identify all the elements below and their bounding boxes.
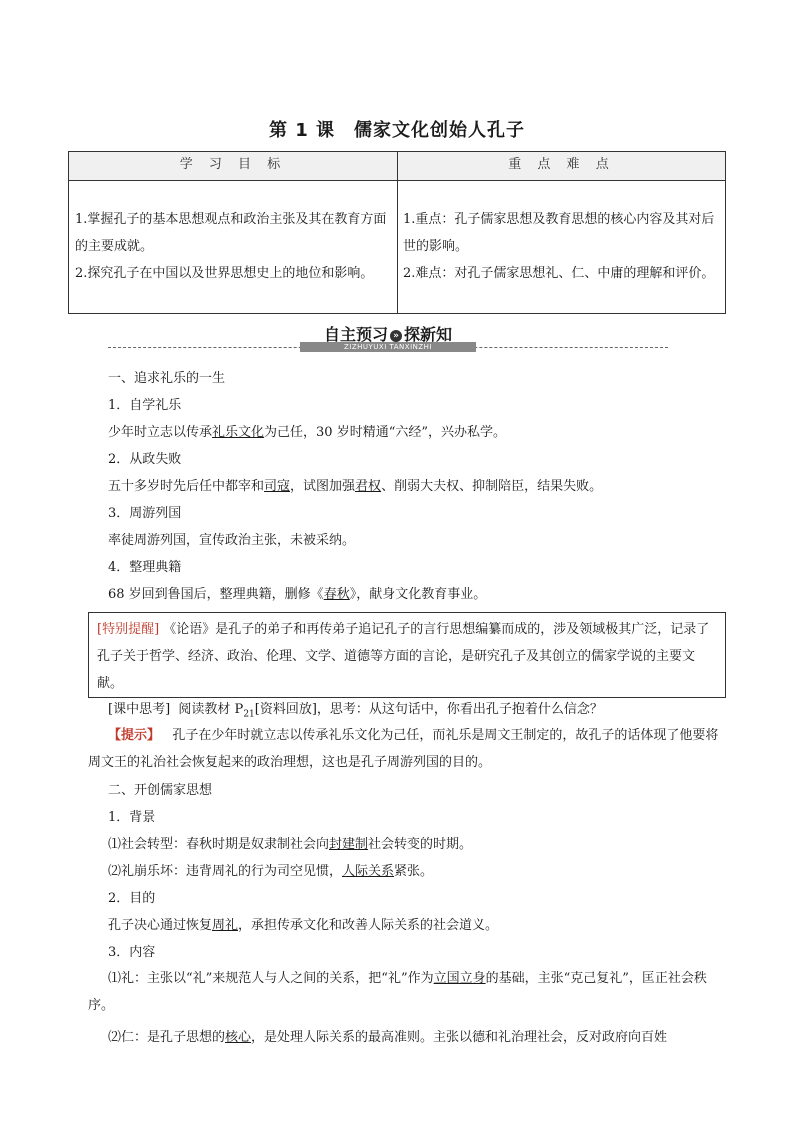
content-paragraph [88, 965, 726, 1019]
text: 少年时立志以传承 [108, 425, 213, 440]
hint-paragraph [88, 722, 726, 776]
reminder-label: [特别提醒] [97, 622, 160, 637]
text: [资料回放]，思考：从这句话中，你看出孔子抱着什么信念？ [254, 702, 603, 717]
underlined-term: 春秋 [323, 587, 350, 602]
section-heading: 一、追求礼乐的一生 [108, 371, 226, 386]
text: ，承担传承文化和改善人际关系的社会道义。 [238, 918, 499, 933]
underlined-term: 封建制 [329, 837, 369, 852]
item-heading: 3．内容 [108, 945, 156, 960]
goals-text: 1.掌握孔子的基本思想观点和政治主张及其在教育方面的主要成就。 2.探究孔子在中国以及世界思想史上的地位和影响。 [75, 212, 387, 281]
item-heading: 2．目的 [108, 891, 156, 906]
lesson-title: 第 1 课 儒家文化创始人孔子 [268, 120, 526, 141]
item-heading: 1．自学礼乐 [108, 398, 182, 413]
think-question [108, 700, 603, 725]
text: ⑵礼崩乐坏：违背周礼的行为司空见惯， [108, 864, 343, 879]
banner-part2: 探新知 [404, 325, 453, 344]
paragraph [108, 835, 472, 855]
text: 阅读教材 P [178, 702, 244, 717]
section-heading: 二、开创儒家思想 [108, 783, 213, 798]
goals-cell [75, 180, 393, 313]
paragraph: 率徒周游列国，宣传政治主张，未被采纳。 [108, 533, 356, 548]
banner-title [304, 322, 472, 345]
banner-pinyin: ZIZHUYUXI TANXINZHI [300, 342, 476, 352]
hint-label: 【提示】 [108, 728, 161, 743]
text: 的基础，主张“克己复礼”，匡正社会秩序。 [88, 971, 707, 1013]
underlined-term: 核心 [225, 1030, 252, 1045]
text: 紧张。 [394, 864, 434, 879]
paragraph [108, 477, 602, 497]
text: ⑴社会转型：春秋时期是奴隶制社会向 [108, 837, 330, 852]
paragraph [108, 916, 498, 936]
section-banner [108, 324, 668, 354]
underlined-term: 司寇 [264, 479, 291, 494]
text: ⑴礼：主张以“礼”来规范人与人之间的关系，把“礼”作为 [108, 971, 434, 986]
text: ⑵仁：是孔子思想的 [108, 1030, 226, 1045]
item-heading: 2．从政失败 [108, 452, 182, 467]
underlined-term: 周礼 [212, 918, 239, 933]
goals-header: 学 习 目 标 [69, 152, 398, 181]
underlined-term: 礼乐文化 [212, 425, 265, 440]
text: 、削弱大夫权、抑制陪臣，结果失败。 [381, 479, 603, 494]
text: 为己任，30 岁时精通“六经”，兴办私学。 [264, 425, 506, 440]
text: 孔子决心通过恢复 [108, 918, 213, 933]
paragraph [108, 585, 486, 605]
key-points-header: 重 点 难 点 [398, 152, 725, 181]
underlined-term: 人际关系 [342, 864, 395, 879]
text: 68 岁回到鲁国后，整理典籍，删修《 [108, 587, 324, 602]
item-heading: 3．周游列国 [108, 506, 182, 521]
underlined-term: 立国立身 [433, 971, 486, 986]
special-reminder-box [88, 612, 726, 698]
paragraph [108, 423, 506, 443]
underlined-term: 君权 [355, 479, 382, 494]
reminder-text: 《论语》是孔子的弟子和再传弟子追记孔子的言行思想编纂而成的，涉及领域极其广泛，记录了孔子关于哲学、经济、政治、伦理、文学、道德等方面的言论，是研究孔子及其创立的儒家学说的主要文献。 [97, 622, 710, 691]
content-paragraph [88, 1024, 726, 1051]
item-heading: 4．整理典籍 [108, 560, 182, 575]
goals-table [68, 151, 726, 314]
text: 》，献身文化教育事业。 [349, 587, 487, 602]
subscript: 21 [243, 709, 255, 720]
text: ，是处理人际关系的最高准则。主张以德和礼治理社会，反对政府向百姓 [251, 1030, 668, 1045]
key-points-cell [403, 180, 721, 313]
key-points-text: 1.重点：孔子儒家思想及教育思想的核心内容及其对后世的影响。 2.难点：对孔子儒家思想礼、仁、中庸的理解和评价。 [403, 212, 715, 281]
think-label: [课中思考] [108, 702, 171, 717]
text: ，试图加强 [290, 479, 356, 494]
hint-text: 孔子在少年时就立志以传承礼乐文化为己任，而礼乐是周文王制定的，故孔子的话体现了他要将周文王的礼治社会恢复起来的政治理想，这也是孔子周游列国的目的。 [88, 728, 719, 770]
item-heading: 1．背景 [108, 810, 156, 825]
text: 社会转变的时期。 [368, 837, 473, 852]
text: 五十多岁时先后任中都宰和 [108, 479, 265, 494]
table-divider [397, 180, 398, 313]
paragraph [108, 862, 433, 882]
banner-part1: 自主预习 [323, 325, 388, 344]
arrow-icon: » [390, 330, 402, 342]
